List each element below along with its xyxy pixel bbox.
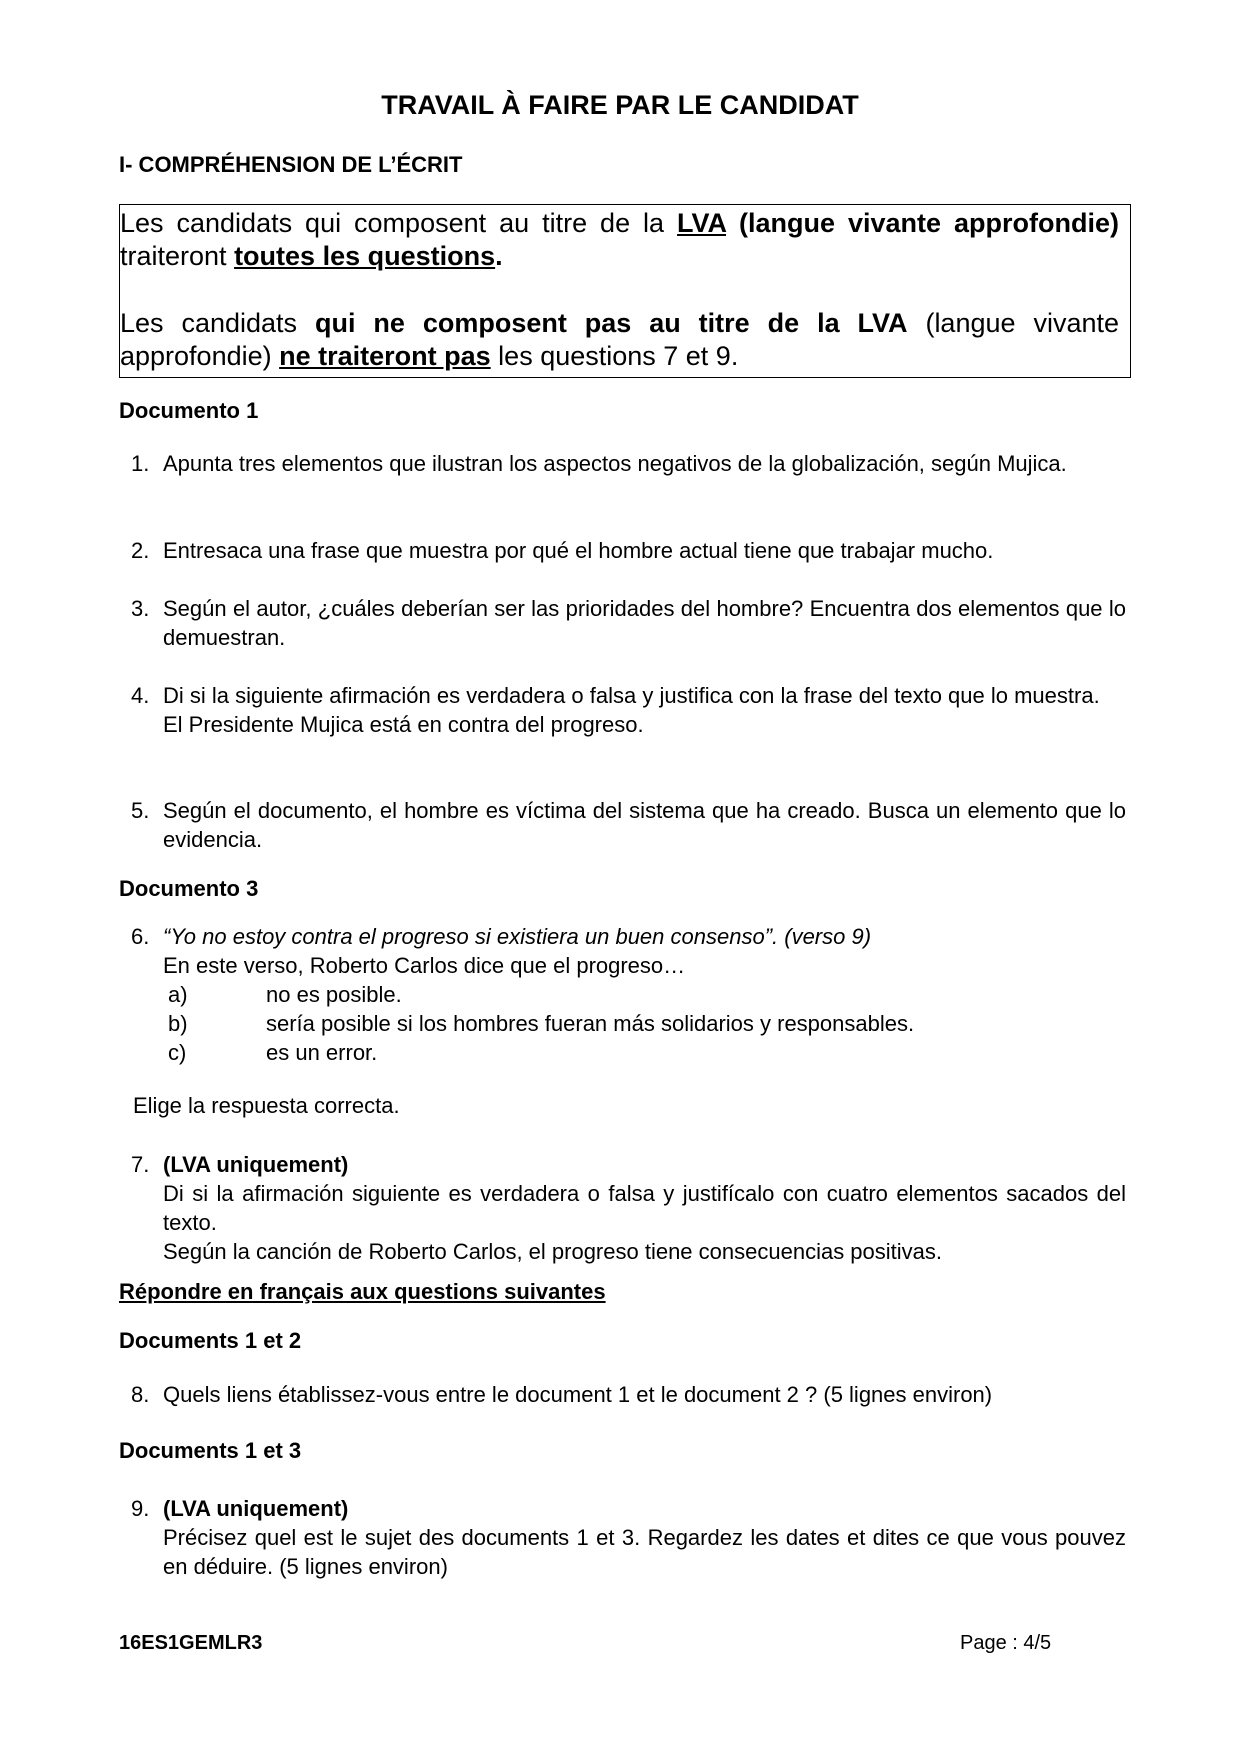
option-letter: c) xyxy=(168,1040,187,1065)
notice-text: traiteront xyxy=(120,241,235,271)
notice-non-lva: qui ne composent pas au titre de la LVA xyxy=(314,308,908,338)
question-8 xyxy=(131,1380,1126,1409)
section-heading: I- COMPRÉHENSION DE L’ÉCRIT xyxy=(119,152,463,177)
notice-text: les questions 7 et 9. xyxy=(490,341,739,371)
question-7 xyxy=(131,1150,1126,1266)
question-text: Entresaca una frase que muestra por qué el hombre actual tiene que trabajar mucho. xyxy=(163,538,994,563)
question-number: 3. xyxy=(131,596,150,621)
question-number: 9. xyxy=(131,1496,150,1521)
page-number: Page : 4/5 xyxy=(960,1632,1052,1654)
question-number: 4. xyxy=(131,683,150,708)
page-title: TRAVAIL À FAIRE PAR LE CANDIDAT xyxy=(381,90,859,120)
question-text: Según el documento, el hombre es víctima del sistema que ha creado. Busca un elemento que lo evidencia. xyxy=(163,798,1126,852)
document-1-heading: Documento 1 xyxy=(119,398,259,423)
notice-not-treat: ne traiteront pas xyxy=(279,341,491,371)
documents-1-2-heading: Documents 1 et 2 xyxy=(119,1328,302,1353)
question-number: 2. xyxy=(131,538,150,563)
exam-code: 16ES1GEMLR3 xyxy=(119,1632,263,1654)
instruction-text: Elige la respuesta correcta. xyxy=(133,1093,400,1118)
lva-label: (LVA uniquement) xyxy=(163,1496,349,1521)
question-text: Quels liens établissez-vous entre le document 1 et le document 2 ? (5 lignes environ) xyxy=(163,1382,993,1407)
question-number: 1. xyxy=(131,451,150,476)
lva-label: (LVA uniquement) xyxy=(163,1152,349,1177)
instructions-box xyxy=(119,204,1131,378)
question-text: En este verso, Roberto Carlos dice que el progreso… xyxy=(163,953,686,978)
question-2 xyxy=(131,536,1126,565)
question-text: Apunta tres elementos que ilustran los aspectos negativos de la globalización, según Mujica. xyxy=(163,451,1067,476)
answer-options xyxy=(163,980,914,1067)
question-number: 7. xyxy=(131,1152,150,1177)
option-b xyxy=(163,1009,914,1038)
notice-lva-full: (langue vivante approfondie) xyxy=(726,208,1119,238)
option-letter: a) xyxy=(168,982,188,1007)
option-c xyxy=(163,1038,914,1067)
option-a xyxy=(163,980,914,1009)
document-3-heading: Documento 3 xyxy=(119,876,259,901)
question-text: Précisez quel est le sujet des documents 1 et 3. Regardez les dates et dites ce que vous pouvez en déduire. (5 lignes environ) xyxy=(163,1525,1126,1579)
question-5 xyxy=(131,796,1126,854)
question-3 xyxy=(131,594,1126,652)
notice-all-questions: toutes les questions xyxy=(234,241,496,271)
notice-lva: LVA xyxy=(677,208,727,238)
question-text: Di si la afirmación siguiente es verdadera o falsa y justifícalo con cuatro elementos sacados del texto. xyxy=(163,1181,1126,1235)
notice-text: Les candidats qui composent au titre de la xyxy=(120,208,678,238)
question-number: 5. xyxy=(131,798,150,823)
question-4 xyxy=(131,681,1126,739)
notice-text: Les candidats xyxy=(120,308,315,338)
option-letter: b) xyxy=(168,1011,188,1036)
option-text: sería posible si los hombres fueran más solidarios y responsables. xyxy=(266,1011,915,1036)
question-text: Di si la siguiente afirmación es verdadera o falsa y justifica con la frase del texto que lo muestra. xyxy=(163,683,1100,708)
french-instruction: Répondre en français aux questions suivantes xyxy=(119,1279,606,1304)
question-quote: “Yo no estoy contra el progreso si existiera un buen consenso”. (verso 9) xyxy=(163,924,872,949)
notice-period: . xyxy=(495,241,503,271)
option-text: es un error. xyxy=(266,1040,378,1065)
question-statement: Según la canción de Roberto Carlos, el progreso tiene consecuencias positivas. xyxy=(163,1239,943,1264)
question-number: 8. xyxy=(131,1382,150,1407)
question-text: Según el autor, ¿cuáles deberían ser las prioridades del hombre? Encuentra dos elementos que lo demuestran. xyxy=(163,596,1126,650)
question-statement: El Presidente Mujica está en contra del progreso. xyxy=(163,712,644,737)
option-text: no es posible. xyxy=(266,982,402,1007)
documents-1-3-heading: Documents 1 et 3 xyxy=(119,1438,302,1463)
question-number: 6. xyxy=(131,924,150,949)
notice-text: (langue vivante approfondie) xyxy=(120,308,1119,371)
question-1 xyxy=(131,449,1126,478)
question-9 xyxy=(131,1494,1126,1581)
question-6 xyxy=(131,922,1126,980)
